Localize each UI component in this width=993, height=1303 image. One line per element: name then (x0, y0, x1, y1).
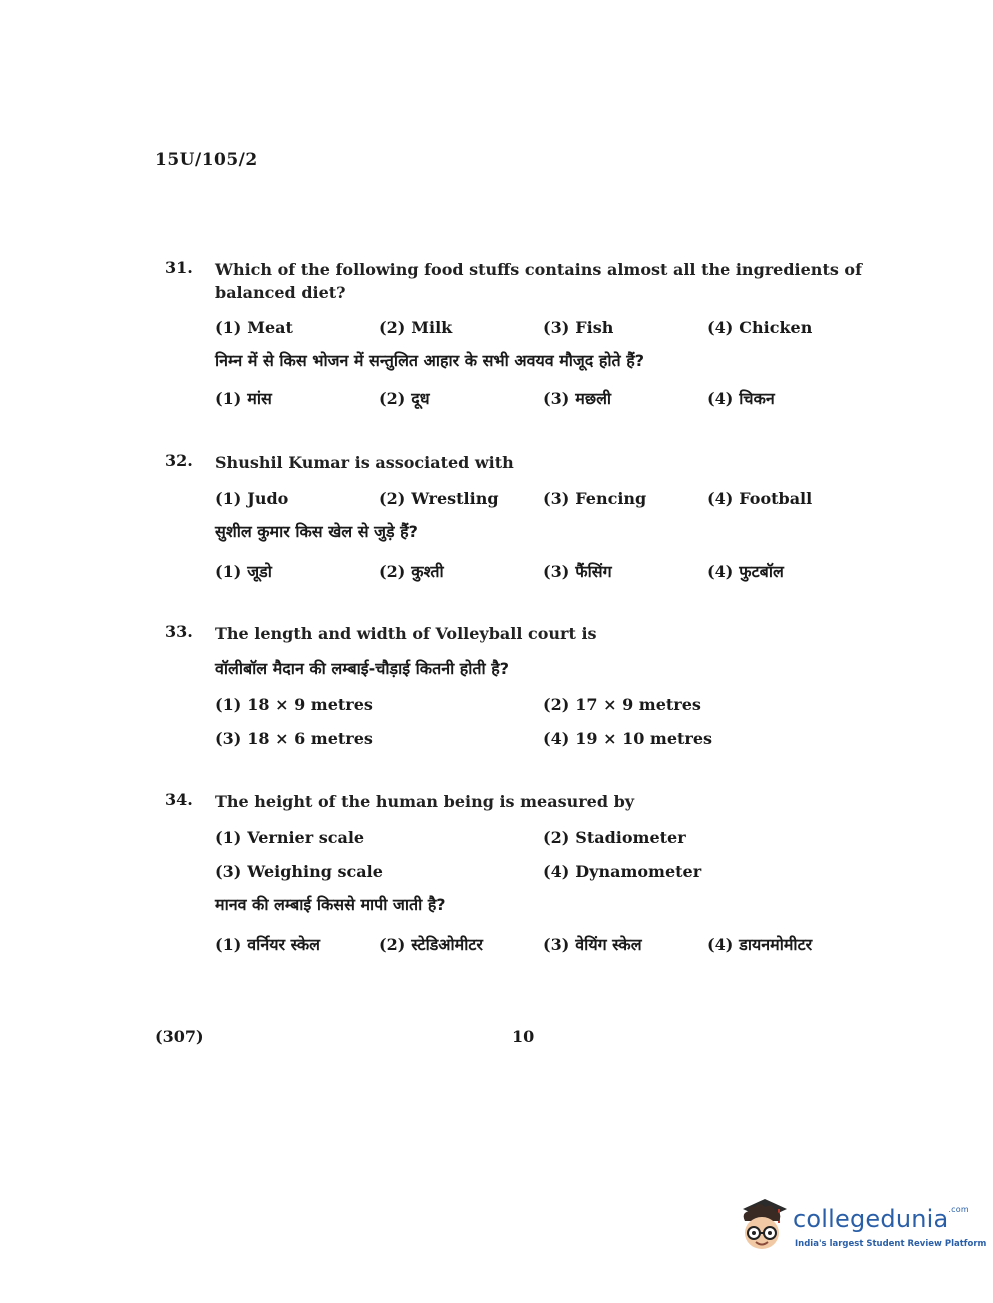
options-hindi (215, 387, 900, 409)
option-4: (4) Dynamometer (543, 862, 702, 881)
question-text: Shushil Kumar is associated with (215, 453, 514, 472)
options-hindi (215, 560, 900, 582)
question-text-hindi: मानव की लम्बाई किससे मापी जाती है? (215, 895, 446, 914)
question-32 (165, 451, 900, 582)
option-4-hindi: (4) चिकन (707, 389, 775, 408)
option-4-hindi: (4) डायनमोमीटर (707, 935, 813, 954)
question-number: 34. (165, 790, 193, 809)
question-text: The height of the human being is measured by (215, 792, 635, 811)
option-4: (4) Football (707, 489, 813, 508)
brand-name: collegedunia$^{.com}$ (793, 1205, 969, 1233)
option-1-hindi: (1) मांस (215, 389, 272, 408)
option-3: (3) Fencing (543, 489, 647, 508)
collegedunia-watermark (735, 1195, 987, 1265)
paper-code: 15U/105/2 (155, 150, 258, 170)
option-3-hindi: (3) फैंसिंग (543, 562, 612, 581)
question-text: The length and width of Volleyball court is (215, 624, 597, 643)
question-number: 33. (165, 622, 193, 641)
option-4-hindi: (4) फुटबॉल (707, 562, 784, 581)
option-2-hindi: (2) स्टेडिओमीटर (379, 935, 483, 954)
option-2: (2) Milk (379, 318, 453, 337)
options-row-1 (215, 828, 900, 847)
option-2: (2) 17 × 9 metres (543, 695, 701, 714)
question-number: 31. (165, 258, 193, 277)
question-31 (165, 258, 900, 409)
option-1: (1) Judo (215, 489, 289, 508)
option-1: (1) Meat (215, 318, 293, 337)
options-hindi (215, 933, 900, 955)
option-1-hindi: (1) वर्नियर स्केल (215, 935, 320, 954)
option-3: (3) Weighing scale (215, 862, 383, 881)
question-33 (165, 622, 900, 748)
question-text-hindi: सुशील कुमार किस खेल से जुड़े हैं? (215, 522, 418, 541)
option-1: (1) 18 × 9 metres (215, 695, 373, 714)
option-4: (4) 19 × 10 metres (543, 729, 713, 748)
option-1-hindi: (1) जूडो (215, 562, 272, 581)
mascot-icon (735, 1195, 793, 1257)
option-2: (2) Wrestling (379, 489, 499, 508)
options-row-1 (215, 695, 900, 714)
options-english (215, 318, 900, 337)
option-3-hindi: (3) वेयिंग स्केल (543, 935, 642, 954)
option-3: (3) Fish (543, 318, 614, 337)
option-3-hindi: (3) मछली (543, 389, 612, 408)
options-row-2 (215, 729, 900, 748)
question-34 (165, 790, 900, 955)
question-text-hindi: निम्न में से किस भोजन में सन्तुलित आहार के सभी अवयव मौजूद होते हैं? (215, 351, 644, 370)
options-row-2 (215, 862, 900, 881)
brand-suffix: .com (948, 1205, 969, 1214)
option-2-hindi: (2) कुश्ती (379, 562, 444, 581)
option-2-hindi: (2) दूध (379, 389, 430, 408)
brand-tagline: India's largest Student Review Platform (795, 1239, 987, 1249)
option-4: (4) Chicken (707, 318, 813, 337)
option-3: (3) 18 × 6 metres (215, 729, 373, 748)
option-2: (2) Stadiometer (543, 828, 686, 847)
page-number: 10 (512, 1027, 535, 1046)
options-english (215, 489, 900, 508)
footer-code: (307) (155, 1027, 204, 1046)
question-text-hindi: वॉलीबॉल मैदान की लम्बाई-चौड़ाई कितनी होती है? (215, 659, 510, 678)
option-1: (1) Vernier scale (215, 828, 365, 847)
question-number: 32. (165, 451, 193, 470)
question-text: Which of the following food stuffs contains almost all the ingredients of balanced diet? (215, 260, 862, 302)
